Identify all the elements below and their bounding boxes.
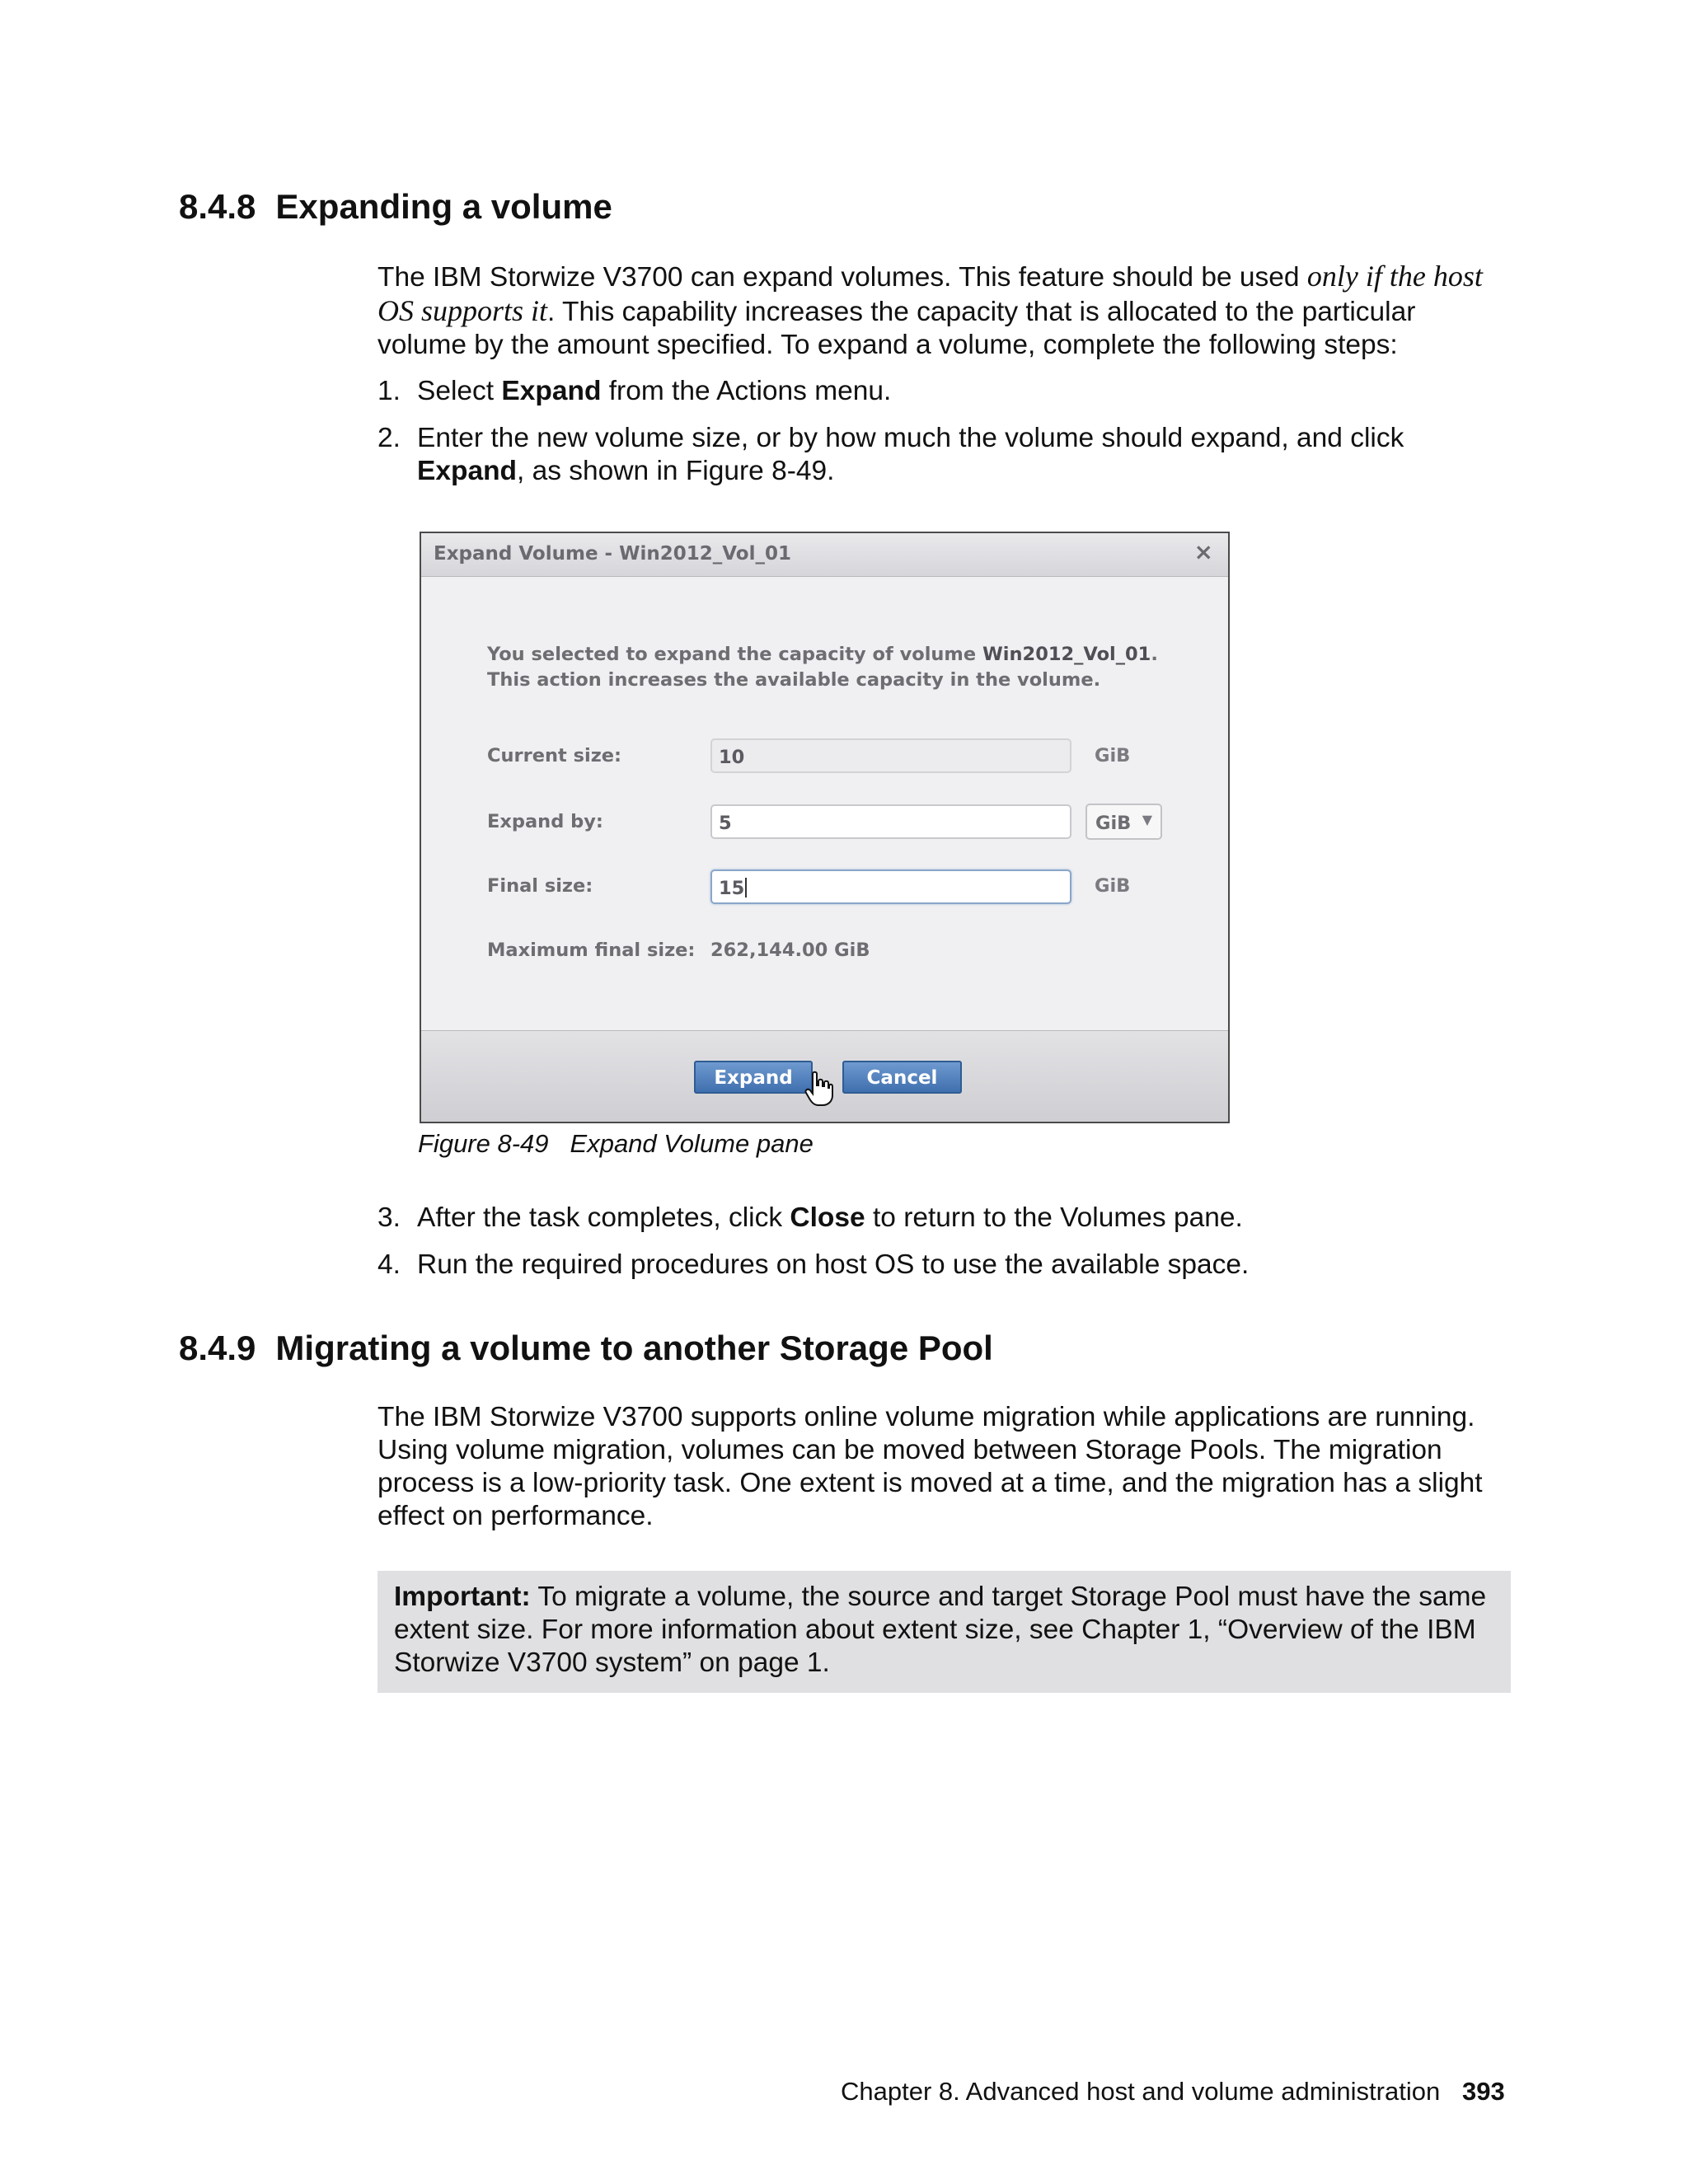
expand-volume-dialog: [420, 532, 1230, 1123]
important-note: [377, 1571, 1511, 1693]
figure-caption-text: Expand Volume pane: [570, 1129, 814, 1158]
step-number: 1.: [377, 376, 401, 406]
page-number: 393: [1462, 2077, 1505, 2106]
dialog-title-bar: [421, 533, 1228, 577]
step-number: 3.: [377, 1202, 401, 1233]
final-size-label: Final size:: [487, 875, 593, 897]
step-text: Select: [417, 376, 502, 406]
final-size-input[interactable]: [710, 869, 1071, 904]
important-label: Important:: [394, 1582, 531, 1612]
step-3: [377, 1202, 1515, 1235]
important-text: To migrate a volume, the source and target Storage Pool must have the same extent size. For more information about extent size, see Chapter 1, “Overview of the IBM Storwize V3700 system” on page 1.: [394, 1582, 1487, 1678]
expand-by-unit-select[interactable]: [1085, 804, 1162, 840]
max-final-size-value: 262,144.00 GiB: [710, 940, 870, 961]
step-text: , as shown in Figure 8-49.: [517, 456, 835, 486]
dialog-title: Expand Volume - Win2012_Vol_01: [434, 543, 791, 565]
section-heading-migrating: [179, 1329, 993, 1368]
dialog-footer: [421, 1030, 1228, 1122]
final-size-unit: GiB: [1095, 875, 1131, 897]
current-size-field: [710, 738, 1071, 773]
expand-by-label: Expand by:: [487, 811, 603, 832]
section-title: Migrating a volume to another Storage Pool: [275, 1329, 993, 1367]
section-heading-expanding: [179, 187, 612, 227]
migration-paragraph: The IBM Storwize V3700 supports online volume migration while applications are running. Using volume migration, volumes can be moved between Storage Pools. The migration process is a low-priority task. One extent is moved at a time, and the migration has a slight effect on performance.: [377, 1402, 1483, 1531]
step-bold: Expand: [417, 456, 517, 486]
step-number: 4.: [377, 1249, 401, 1280]
current-size-label: Current size:: [487, 745, 622, 766]
final-size-value: 15: [719, 878, 745, 899]
step-text: to return to the Volumes pane.: [865, 1202, 1243, 1233]
figure-number: Figure 8-49: [418, 1129, 549, 1158]
current-size-value: 10: [719, 747, 745, 768]
intro-text-a: The IBM Storwize V3700 can expand volumes. This feature should be used: [377, 262, 1307, 293]
message-volume-name: Win2012_Vol_01: [982, 644, 1151, 665]
expand-button[interactable]: Expand: [694, 1061, 813, 1094]
dialog-message: [487, 642, 1179, 693]
message-text: . This action increases the available capacity in the volume.: [487, 644, 1158, 691]
figure-caption: [418, 1129, 814, 1159]
step-text: Enter the new volume size, or by how much the volume should expand, and click: [417, 423, 1404, 453]
hand-cursor-icon: [804, 1071, 834, 1107]
section-number: 8.4.9: [179, 1329, 256, 1367]
step-bold: Expand: [501, 376, 602, 406]
intro-italic: only if the host OS supports it: [377, 260, 1483, 327]
step-text: Run the required procedures on host OS to use the available space.: [417, 1249, 1250, 1280]
step-text: After the task completes, click: [417, 1202, 790, 1233]
cancel-button[interactable]: Cancel: [842, 1061, 962, 1094]
section-title: Expanding a volume: [275, 187, 612, 226]
unit-select-value: GiB: [1095, 813, 1132, 834]
step-1: [377, 375, 1515, 408]
step-2: [377, 422, 1515, 488]
max-final-size-label: Maximum final size:: [487, 940, 696, 961]
section-number: 8.4.8: [179, 187, 256, 226]
close-icon[interactable]: ×: [1193, 538, 1213, 565]
expand-by-value: 5: [719, 813, 732, 834]
intro-text-b: . This capability increases the capacity that is allocated to the particular volume by the amount specified. To expand a volume, complete the following steps:: [377, 297, 1416, 360]
footer-chapter: Chapter 8. Advanced host and volume administration: [841, 2077, 1441, 2106]
intro-paragraph: [377, 260, 1511, 362]
chevron-down-icon: ▼: [1142, 812, 1152, 827]
expand-by-input[interactable]: [710, 804, 1071, 839]
step-number: 2.: [377, 423, 401, 453]
step-text: from the Actions menu.: [601, 376, 892, 406]
text-caret: [745, 878, 747, 898]
message-text: You selected to expand the capacity of volume: [487, 644, 982, 665]
current-size-unit: GiB: [1095, 745, 1131, 766]
step-4: [377, 1249, 1515, 1282]
step-bold: Close: [790, 1202, 865, 1233]
